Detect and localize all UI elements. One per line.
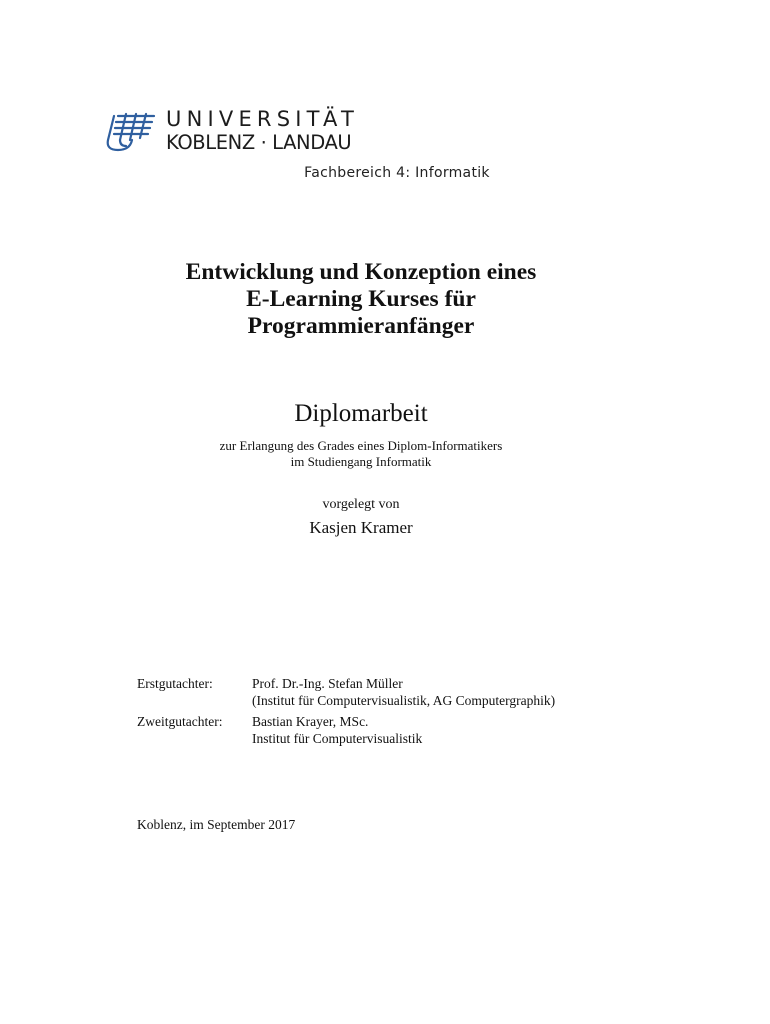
university-logo	[100, 108, 400, 158]
examiner-name: Bastian Krayer, MSc.	[252, 714, 369, 729]
degree-line: zur Erlangung des Grades eines Diplom-Informatikers	[219, 438, 503, 453]
document-type: Diplomarbeit	[294, 400, 428, 427]
examiner-detail	[252, 713, 422, 747]
thesis-title-line: Programmieranfänger	[247, 313, 475, 339]
examiner-detail	[252, 675, 555, 709]
university-name-line-2: KOBLENZ · LANDAU	[166, 131, 352, 154]
university-emblem-icon	[100, 110, 156, 154]
submitted-by-label: vorgelegt von	[322, 497, 400, 512]
degree-line: im Studiengang Informatik	[290, 454, 432, 469]
author-name: Kasjen Kramer	[309, 518, 413, 537]
thesis-title-line: Entwicklung und Konzeption eines	[185, 259, 537, 285]
examiner-affiliation: (Institut für Computervisualistik, AG Computergraphik)	[252, 693, 556, 708]
place-date: Koblenz, im September 2017	[137, 817, 296, 832]
faculty-label: Fachbereich 4: Informatik	[304, 165, 490, 181]
examiner-name: Prof. Dr.-Ing. Stefan Müller	[252, 676, 403, 691]
examiner-affiliation: Institut für Computervisualistik	[252, 731, 423, 746]
examiner-role: Zweitgutachter:	[137, 714, 223, 729]
thesis-title	[0, 259, 722, 340]
university-name-line-1: UNIVERSITÄT	[166, 107, 359, 131]
examiner-role: Erstgutachter:	[137, 676, 213, 691]
degree-statement	[0, 438, 722, 470]
thesis-title-line: E-Learning Kurses für	[246, 286, 476, 312]
